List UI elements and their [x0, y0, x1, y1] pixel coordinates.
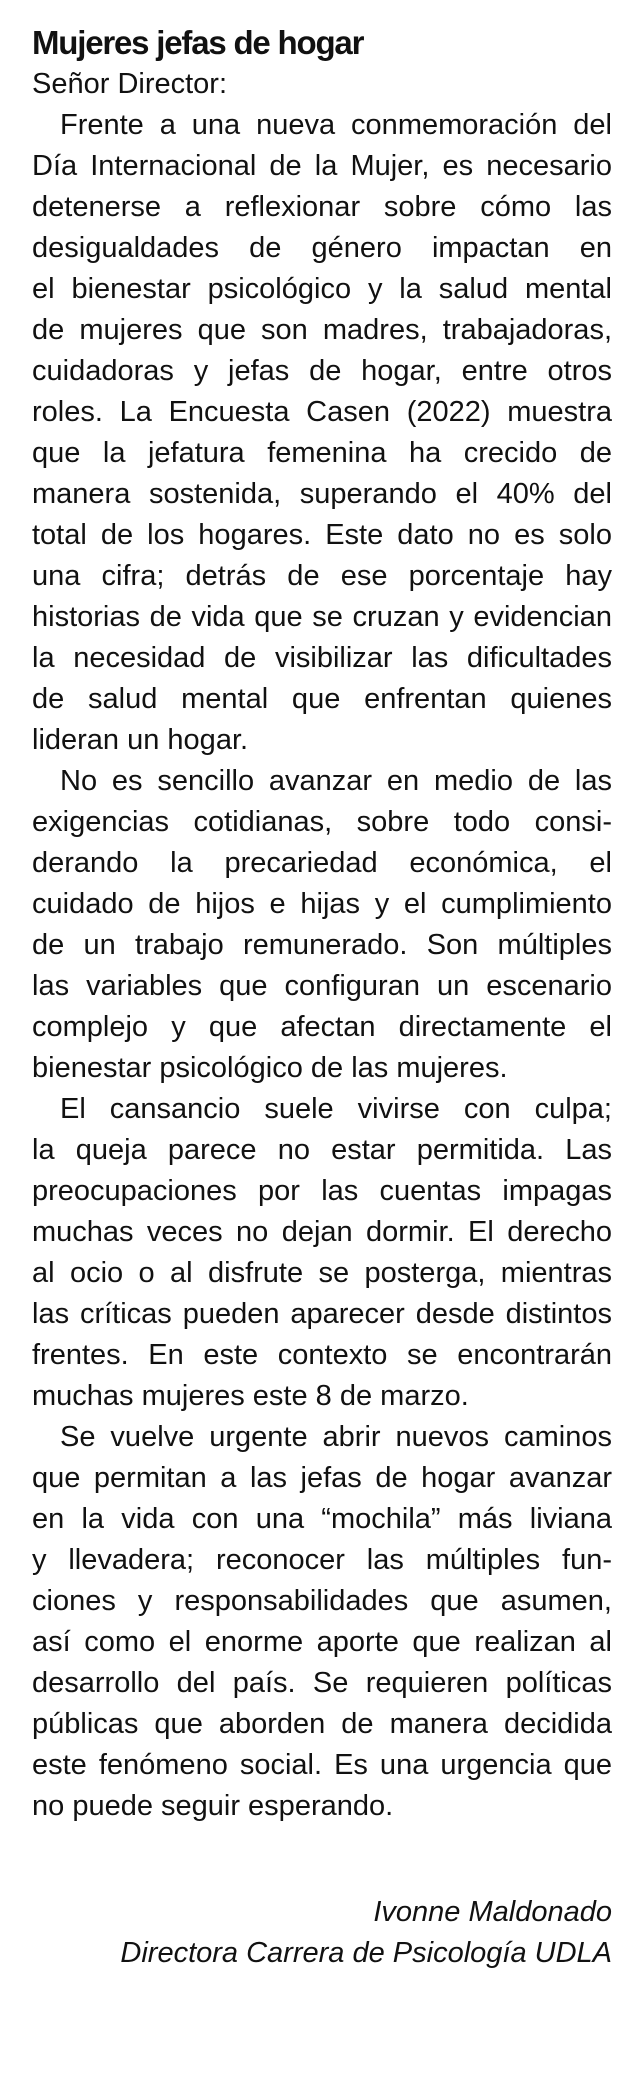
text-line: frentes. En este contexto se encontrarán	[32, 1339, 612, 1371]
signature-block	[120, 1892, 612, 1974]
letter	[32, 22, 612, 1969]
text-line: ciones y responsabilidades que asumen,	[32, 1585, 612, 1617]
text-line: en la vida con una “mochila” más liviana	[32, 1503, 612, 1535]
text-line: Se vuelve urgente abrir nuevos caminos	[60, 1421, 612, 1453]
text-line: historias de vida que se cruzan y evidencian	[32, 601, 612, 633]
text-line: bienestar psicológico de las mujeres.	[32, 1052, 508, 1084]
text-line: total de los hogares. Este dato no es solo	[32, 519, 612, 551]
text-line: lideran un hogar.	[32, 724, 249, 756]
text-line: cuidado de hijos e hijas y el cumplimiento	[32, 888, 612, 920]
text-line: el bienestar psicológico y la salud mental	[32, 273, 612, 305]
salutation: Señor Director:	[32, 68, 228, 100]
signature-name: Ivonne Maldonado	[373, 1896, 612, 1928]
text-line: así como el enorme aporte que realizan al	[32, 1626, 612, 1658]
paragraph-1	[32, 105, 612, 761]
text-line: de un trabajo remunerado. Son múltiples	[32, 929, 612, 961]
text-line: una cifra; detrás de ese porcentaje hay	[32, 560, 612, 592]
text-line: muchas mujeres este 8 de marzo.	[32, 1380, 469, 1412]
text-line: preocupaciones por las cuentas impagas	[32, 1175, 612, 1207]
text-line: la queja parece no estar permitida. Las	[32, 1134, 612, 1166]
text-line: al ocio o al disfrute se posterga, mientras	[32, 1257, 612, 1289]
text-line: este fenómeno social. Es una urgencia que	[32, 1749, 612, 1781]
paragraph-3	[32, 1089, 612, 1417]
text-line: Frente a una nueva conmemoración del	[60, 109, 612, 141]
text-line: exigencias cotidianas, sobre todo consi-	[32, 806, 612, 838]
signature-title: Directora Carrera de Psicología UDLA	[120, 1937, 612, 1969]
text-line: de salud mental que enfrentan quienes	[32, 683, 612, 715]
text-line: que la jefatura femenina ha crecido de	[32, 437, 612, 469]
text-line: públicas que aborden de manera decidida	[32, 1708, 612, 1740]
text-line: No es sencillo avanzar en medio de las	[60, 765, 612, 797]
paragraph-4	[32, 1417, 612, 1827]
text-line: no puede seguir esperando.	[32, 1790, 394, 1822]
text-line: detenerse a reflexionar sobre cómo las	[32, 191, 612, 223]
text-line: roles. La Encuesta Casen (2022) muestra	[32, 396, 612, 428]
text-line: derando la precariedad económica, el	[32, 847, 612, 879]
text-line: Día Internacional de la Mujer, es necesario	[32, 150, 612, 182]
text-line: manera sostenida, superando el 40% del	[32, 478, 612, 510]
text-line: de mujeres que son madres, trabajadoras,	[32, 314, 612, 346]
text-line: la necesidad de visibilizar las dificultades	[32, 642, 612, 674]
text-line: y llevadera; reconocer las múltiples fun-	[32, 1544, 612, 1576]
text-line: desigualdades de género impactan en	[32, 232, 612, 264]
text-line: desarrollo del país. Se requieren políticas	[32, 1667, 612, 1699]
text-line: que permitan a las jefas de hogar avanzar	[32, 1462, 612, 1494]
text-line: El cansancio suele vivirse con culpa;	[60, 1093, 612, 1125]
text-line: muchas veces no dejan dormir. El derecho	[32, 1216, 612, 1248]
letter-headline: Mujeres jefas de hogar	[32, 24, 364, 61]
paragraph-2	[32, 761, 612, 1089]
text-line: las críticas pueden aparecer desde distintos	[32, 1298, 612, 1330]
text-line: complejo y que afectan directamente el	[32, 1011, 612, 1043]
text-line: cuidadoras y jefas de hogar, entre otros	[32, 355, 612, 387]
text-line: las variables que configuran un escenario	[32, 970, 612, 1002]
